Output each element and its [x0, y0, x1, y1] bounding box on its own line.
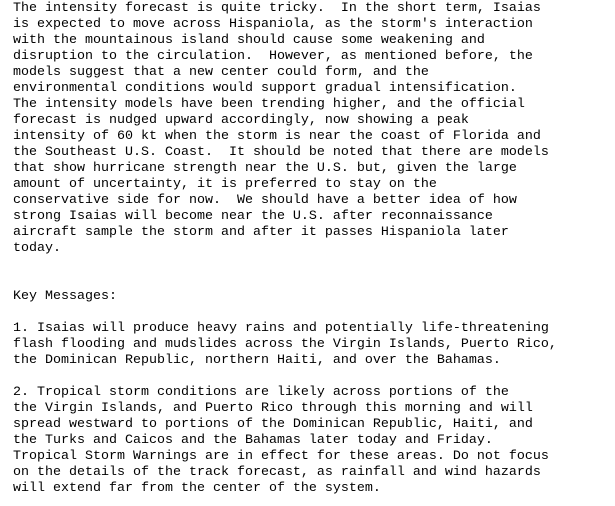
blank-line	[13, 369, 615, 385]
key-message-2-line: the Turks and Caicos and the Bahamas later today and Friday.	[13, 433, 493, 448]
key-messages-heading: Key Messages:	[13, 289, 117, 304]
key-message-1-line: flash flooding and mudslides across the Virgin Islands, Puerto Rico,	[13, 337, 557, 352]
key-message-1-line: the Dominican Republic, northern Haiti, and over the Bahamas.	[13, 353, 501, 368]
blank-line	[13, 257, 615, 273]
key-message-2-line: will extend far from the center of the system.	[13, 481, 381, 496]
blank-line	[13, 305, 615, 321]
key-message-2-line: on the details of the track forecast, as rainfall and wind hazards	[13, 465, 541, 480]
text-line: forecast is nudged upward accordingly, now showing a peak	[13, 113, 469, 128]
text-line: intensity of 60 kt when the storm is near the coast of Florida and	[13, 129, 541, 144]
text-line: strong Isaias will become near the U.S. after reconnaissance	[13, 209, 493, 224]
key-message-1-line: 1. Isaias will produce heavy rains and potentially life-threatening	[13, 321, 549, 336]
text-line: models suggest that a new center could form, and the	[13, 65, 429, 80]
key-message-2-line: spread westward to portions of the Dominican Republic, Haiti, and	[13, 417, 533, 432]
text-line: aircraft sample the storm and after it passes Hispaniola later	[13, 225, 509, 240]
text-line: that show hurricane strength near the U.S. but, given the large	[13, 161, 517, 176]
text-line: with the mountainous island should cause some weakening and	[13, 33, 485, 48]
text-line: is expected to move across Hispaniola, as the storm's interaction	[13, 17, 533, 32]
text-line: amount of uncertainty, it is preferred to stay on the	[13, 177, 437, 192]
key-message-2-line: 2. Tropical storm conditions are likely across portions of the	[13, 385, 509, 400]
text-line: The intensity models have been trending higher, and the official	[13, 97, 525, 112]
text-line: conservative side for now. We should have a better idea of how	[13, 193, 517, 208]
text-line: disruption to the circulation. However, as mentioned before, the	[13, 49, 533, 64]
key-message-2-line: Tropical Storm Warnings are in effect for these areas. Do not focus	[13, 449, 549, 464]
text-line: The intensity forecast is quite tricky. In the short term, Isaias	[13, 1, 541, 16]
blank-line	[13, 273, 615, 289]
text-line: environmental conditions would support gradual intensification.	[13, 81, 517, 96]
key-message-2-line: the Virgin Islands, and Puerto Rico through this morning and will	[13, 401, 533, 416]
text-line: today.	[13, 241, 61, 256]
text-line: the Southeast U.S. Coast. It should be noted that there are models	[13, 145, 549, 160]
